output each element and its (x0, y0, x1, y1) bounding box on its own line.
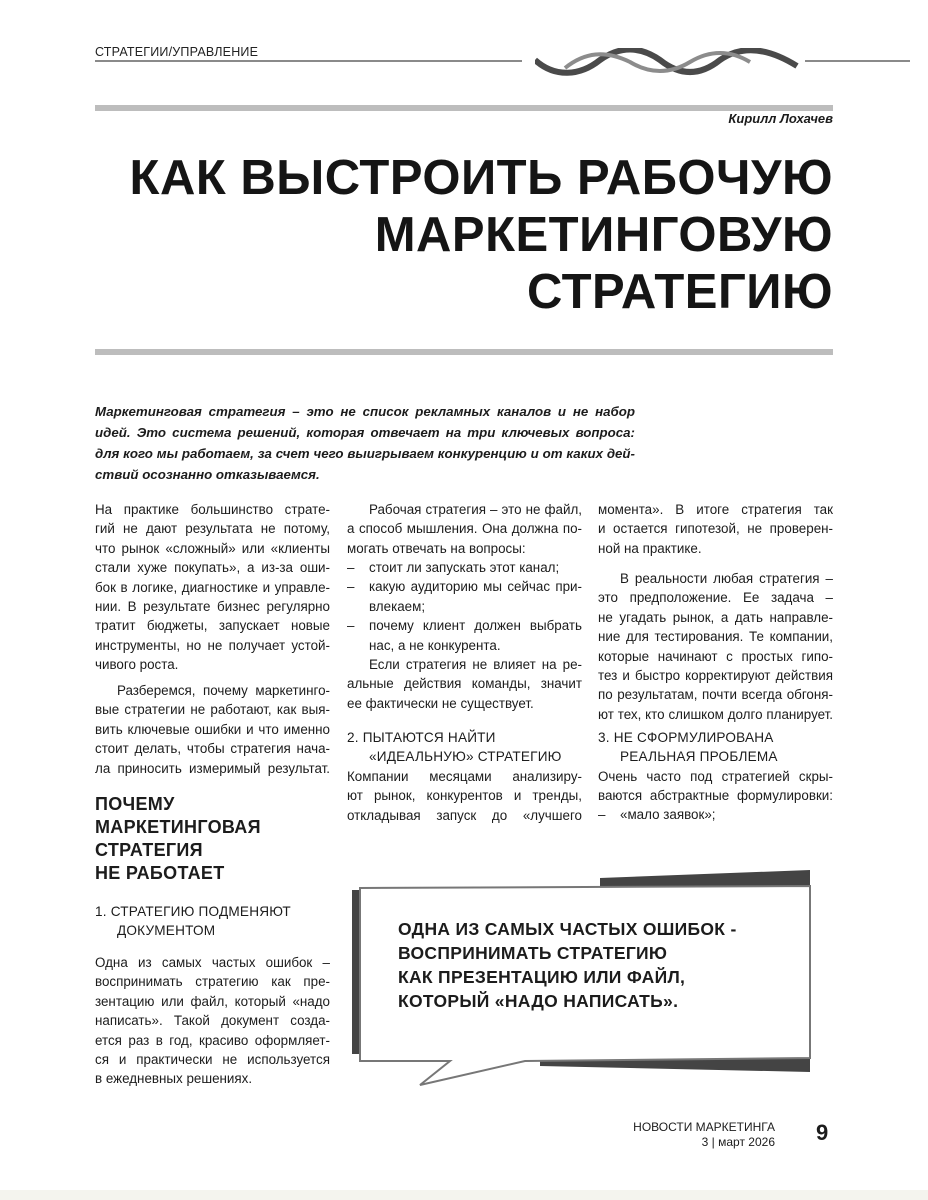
text-line: могать отвечать на вопросы: (347, 540, 526, 556)
text-line: тез и быстро корректируют действия (598, 668, 833, 684)
column-3-paragraph (598, 569, 833, 724)
text-line: момента». В итоге стратегия так (598, 502, 833, 517)
callout-line: ВОСПРИНИМАТЬ СТРАТЕГИЮ (398, 943, 668, 963)
article-title (130, 150, 833, 321)
heading-line: ПОЧЕМУ (95, 794, 175, 814)
text-line: Одна из самых частых ошибок – (95, 955, 330, 970)
text-line: ваются абстрактные формулировки: (598, 788, 833, 804)
text-line: ся и практически не используется (95, 1052, 330, 1068)
list-item (347, 577, 582, 616)
text-line: зентацию или файл, который «надо (95, 993, 330, 1009)
column-2-paragraph (347, 767, 582, 825)
section-label: СТРАТЕГИИ/УПРАВЛЕНИЕ (95, 45, 259, 59)
text-line: «мало заявок»; (620, 807, 716, 822)
text-line: вые стратегии не работают, как выя- (95, 702, 330, 718)
footer-info (633, 1120, 775, 1150)
text-line: Компании месяцами анализиру- (347, 769, 582, 784)
text-line: по результатам, почти всегда обгоня- (598, 687, 833, 703)
text-line: ее фактически не существует. (347, 695, 534, 711)
column-3-paragraph (598, 767, 833, 806)
text-line: какую аудиторию мы сейчас при- (369, 579, 582, 595)
text-line: инструменты, но не получает устой- (95, 637, 330, 653)
heading-line: НЕ РАБОТАЕТ (95, 863, 225, 883)
subheading-line: ДОКУМЕНТОМ (117, 923, 216, 938)
text-line: гий не дают результата не потому, (95, 521, 330, 537)
text-line: Рабочая стратегия – это не файл, (369, 502, 582, 517)
text-line: альные действия команды, значит (347, 676, 582, 692)
callout-line: ОДНА ИЗ САМЫХ ЧАСТЫХ ОШИБОК - (398, 919, 737, 939)
column-2-paragraph (347, 655, 582, 713)
text-line: в ежедневных решениях. (95, 1071, 253, 1087)
dash-bullet-icon: – (347, 579, 355, 595)
text-line: стоит ли запускать этот канал; (369, 560, 560, 575)
text-line: влекаем; (369, 598, 426, 614)
issue-date: 3 | март 2026 (701, 1135, 775, 1149)
text-line: не угадать рынок, а дать направле- (598, 609, 833, 625)
header-rule-right (805, 60, 910, 62)
title-line: КАК ВЫСТРОИТЬ РАБОЧУЮ (129, 151, 833, 205)
column-3-paragraph (598, 500, 833, 558)
text-line: Если стратегия не влияет на ре- (369, 657, 582, 672)
subheading-1 (95, 902, 291, 940)
page-number: 9 (816, 1120, 829, 1145)
wave-ornament-icon (535, 48, 800, 78)
text-line: ние для тестирования. Те компании, (598, 629, 833, 645)
column-2-paragraph (347, 500, 582, 558)
column-1-paragraph (95, 681, 330, 778)
callout-line: КАК ПРЕЗЕНТАЦИЮ ИЛИ ФАЙЛ, (398, 967, 686, 987)
text-line: почему клиент должен выбрать (369, 618, 582, 634)
callout-line: КОТОРЫЙ «НАДО НАПИСАТЬ». (398, 991, 679, 1011)
lead-paragraph (95, 401, 635, 485)
text-line: идей. Это система решений, которая отвечает на три ключевых вопроса: (95, 425, 635, 440)
text-line: ют рынок, конкурентов и тренды, (347, 788, 582, 804)
text-line: Очень часто под стратегией скры- (598, 769, 833, 784)
text-line: и остается гипотезой, не проверен- (598, 521, 833, 537)
subheading-3 (598, 728, 778, 766)
text-line: которые начинают с простых гипо- (598, 648, 833, 664)
heading-line: СТРАТЕГИЯ (95, 840, 203, 860)
title-line: СТРАТЕГИЮ (526, 265, 833, 319)
text-line: Маркетинговая стратегия – это не список рекламных каналов и не набор (95, 404, 635, 419)
section-heading (95, 793, 261, 885)
text-line: стоит делать, чтобы стратегия нача- (95, 741, 330, 757)
list-item (598, 805, 833, 824)
subheading-line: «ИДЕАЛЬНУЮ» СТРАТЕГИЮ (369, 749, 562, 764)
text-line: бок в логике, диагностике и управле- (95, 579, 330, 595)
subheading-line: 1. СТРАТЕГИЮ ПОДМЕНЯЮТ (95, 904, 291, 919)
text-line: стали хуже покупать», а из-за оши- (95, 560, 330, 576)
dash-bullet-icon: – (347, 560, 355, 575)
text-line: На практике большинство страте- (95, 502, 330, 517)
text-line: нас, а не конкурента. (369, 637, 501, 653)
heading-line: МАРКЕТИНГОВАЯ (95, 817, 261, 837)
column-1-paragraph (95, 500, 330, 675)
text-line: для кого мы работаем, за счет чего выигрываем конкуренцию и от каких дей- (95, 446, 635, 461)
dash-bullet-icon: – (347, 618, 355, 634)
column-3-list (598, 805, 833, 824)
text-line: вить ключевые ошибки и что именно (95, 721, 330, 737)
top-divider (95, 105, 833, 111)
callout-quote (398, 917, 737, 1013)
text-line: воспринимать стратегию как пре- (95, 974, 330, 990)
text-line: В реальности любая стратегия – (620, 571, 833, 586)
subheading-line: 2. ПЫТАЮТСЯ НАЙТИ (347, 730, 496, 745)
magazine-name: НОВОСТИ МАРКЕТИНГА (633, 1120, 775, 1134)
text-line: что рынок «сложный» или «клиенты (95, 540, 330, 556)
subheading-line: 3. НЕ СФОРМУЛИРОВАНА (598, 730, 774, 745)
text-line: это предположение. Ее задача – (598, 590, 833, 606)
text-line: а способ мышления. Она должна по- (347, 521, 582, 537)
subheading-line: РЕАЛЬНАЯ ПРОБЛЕМА (620, 749, 778, 764)
list-item (347, 558, 582, 577)
header-rule-left (95, 60, 522, 62)
text-line: Разберемся, почему маркетинго- (117, 683, 330, 698)
text-line: написать». Такой документ созда- (95, 1013, 330, 1029)
text-line: тратит бюджеты, запускает новые (95, 618, 330, 634)
dash-bullet-icon: – (598, 807, 606, 822)
column-1-paragraph (95, 953, 330, 1089)
text-line: ной на практике. (598, 540, 702, 556)
author: Кирилл Лохачев (728, 111, 833, 126)
subheading-2 (347, 728, 562, 766)
text-line: ла приносить измеримый результат. (95, 760, 330, 776)
column-2-list (347, 558, 582, 655)
text-line: откладывая запуск до «лучшего (347, 807, 582, 823)
title-line: МАРКЕТИНГОВУЮ (374, 208, 833, 262)
title-divider (95, 349, 833, 355)
text-line: чивого роста. (95, 657, 179, 673)
page-bottom-edge (0, 1190, 928, 1200)
text-line: нии. В результате бизнес регулярно (95, 599, 330, 615)
list-item (347, 616, 582, 655)
text-line: ствий осознанно отказываемся. (95, 467, 320, 482)
text-line: ют тех, кто слишком долго планирует. (598, 706, 833, 722)
text-line: ется раз в год, красиво оформляет- (95, 1032, 330, 1048)
